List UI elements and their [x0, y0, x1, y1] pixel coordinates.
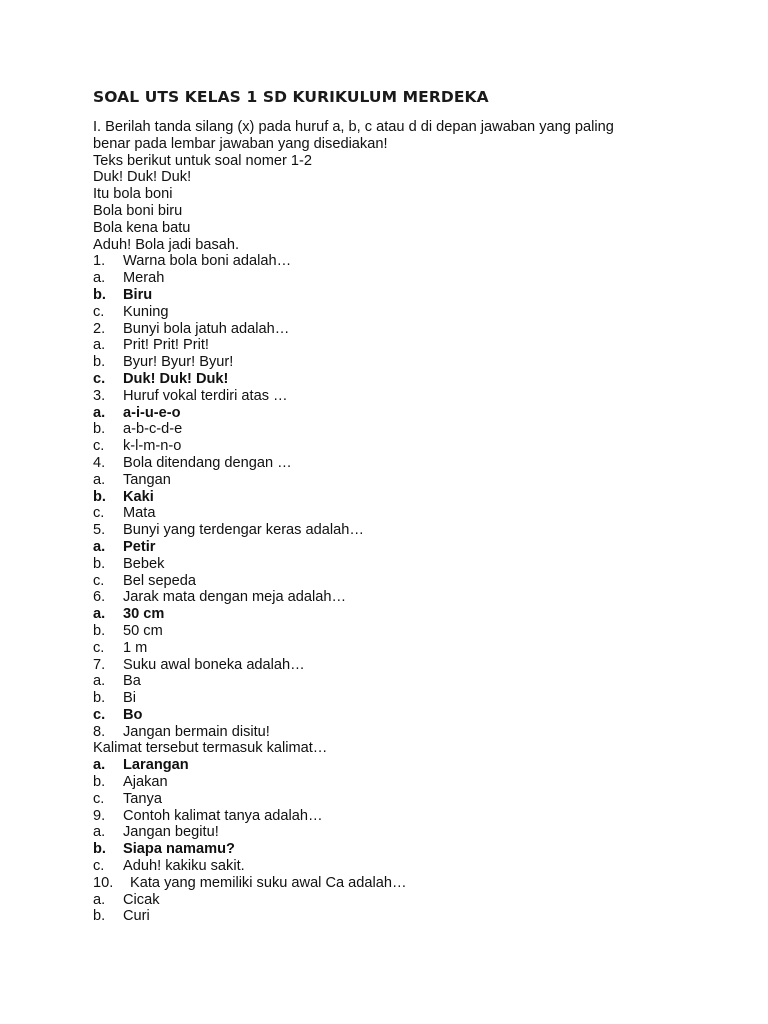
exam-content [93, 119, 713, 925]
option-label: c. [93, 706, 106, 723]
option-text: 50 cm [123, 622, 163, 639]
question-2 [93, 321, 713, 338]
answer-option-correct [93, 707, 713, 724]
answer-option [93, 270, 713, 287]
answer-option [93, 438, 713, 455]
question-number: 3. [93, 387, 106, 404]
option-text: 1 m [123, 639, 148, 656]
question-number: 8. [93, 723, 106, 740]
option-label: b. [93, 488, 106, 505]
option-label: c. [93, 639, 105, 656]
answer-option [93, 623, 713, 640]
option-label: a. [93, 891, 106, 908]
option-text: Larangan [123, 757, 189, 774]
option-label: b. [93, 774, 106, 791]
option-label: a. [93, 673, 106, 690]
option-label: b. [93, 622, 106, 639]
answer-option-correct [93, 606, 713, 623]
passage-line: Itu bola boni [93, 186, 173, 203]
question-6 [93, 589, 713, 606]
option-label: a. [93, 538, 106, 555]
option-text: Merah [123, 270, 165, 287]
question-number: 4. [93, 454, 106, 471]
option-label: b. [93, 841, 106, 858]
option-label: a. [93, 270, 106, 287]
option-label: a. [93, 757, 106, 774]
option-text: Bel sepeda [123, 572, 197, 589]
question-extra-text: Kalimat tersebut termasuk kalimat… [93, 740, 328, 757]
passage-line: Duk! Duk! Duk! [93, 169, 192, 186]
passage-line: Bola kena batu [93, 219, 191, 236]
answer-option [93, 421, 713, 438]
answer-option [93, 472, 713, 489]
answer-option-correct [93, 405, 713, 422]
option-text: Duk! Duk! Duk! [123, 370, 229, 387]
option-text: Mata [123, 505, 156, 522]
option-text: a-b-c-d-e [123, 421, 183, 438]
option-text: Siapa namamu? [123, 841, 235, 858]
option-label: c. [93, 858, 105, 875]
question-text: Jangan bermain disitu! [123, 723, 270, 740]
option-label: c. [93, 790, 105, 807]
question-list [93, 253, 713, 925]
question-9 [93, 808, 713, 825]
question-number: 7. [93, 656, 106, 673]
option-text: k-l-m-n-o [123, 438, 182, 455]
question-5 [93, 522, 713, 539]
option-label: a. [93, 606, 106, 623]
answer-option [93, 354, 713, 371]
question-number: 1. [93, 253, 106, 270]
answer-option [93, 673, 713, 690]
option-label: b. [93, 286, 106, 303]
answer-option [93, 573, 713, 590]
question-number: 6. [93, 589, 106, 606]
option-text: Kuning [123, 303, 169, 320]
option-text: Byur! Byur! Byur! [123, 354, 234, 371]
option-text: Tangan [123, 471, 171, 488]
answer-option [93, 791, 713, 808]
question-text: Kata yang memiliki suku awal Ca adalah… [130, 874, 407, 891]
question-text: Warna bola boni adalah… [123, 253, 292, 270]
answer-option [93, 556, 713, 573]
option-text: Bo [123, 706, 143, 723]
passage-line: Aduh! Bola jadi basah. [93, 236, 240, 253]
answer-option-correct [93, 841, 713, 858]
option-text: Biru [123, 286, 153, 303]
question-1 [93, 253, 713, 270]
option-text: Prit! Prit! Prit! [123, 337, 209, 354]
question-4 [93, 455, 713, 472]
question-text: Bunyi yang terdengar keras adalah… [123, 522, 364, 539]
option-text: Aduh! kakiku sakit. [123, 858, 245, 875]
option-label: a. [93, 404, 106, 421]
answer-option [93, 908, 713, 925]
answer-option [93, 640, 713, 657]
question-number: 5. [93, 522, 106, 539]
question-text: Suku awal boneka adalah… [123, 656, 305, 673]
question-10 [93, 875, 713, 892]
answer-option-correct [93, 757, 713, 774]
option-text: Ba [123, 673, 141, 690]
option-label: b. [93, 908, 106, 925]
answer-option-correct [93, 287, 713, 304]
page-title: SOAL UTS KELAS 1 SD KURIKULUM MERDEKA [93, 88, 489, 106]
question-text: Bunyi bola jatuh adalah… [123, 320, 290, 337]
question-7 [93, 657, 713, 674]
answer-option [93, 337, 713, 354]
answer-option [93, 505, 713, 522]
option-label: b. [93, 354, 106, 371]
question-number: 2. [93, 320, 106, 337]
answer-option [93, 892, 713, 909]
option-label: a. [93, 471, 106, 488]
option-text: Ajakan [123, 774, 168, 791]
option-text: Petir [123, 538, 156, 555]
answer-option [93, 690, 713, 707]
option-label: c. [93, 370, 106, 387]
option-text: Kaki [123, 488, 154, 505]
option-label: b. [93, 690, 106, 707]
question-number: 9. [93, 807, 106, 824]
answer-option [93, 858, 713, 875]
option-label: c. [93, 303, 105, 320]
question-number: 10. [93, 874, 114, 891]
option-label: a. [93, 824, 106, 841]
question-text: Bola ditendang dengan … [123, 454, 292, 471]
question-8 [93, 724, 713, 741]
answer-option-correct [93, 371, 713, 388]
passage-line: Bola boni biru [93, 202, 183, 219]
option-label: b. [93, 421, 106, 438]
instruction-line: I. Berilah tanda silang (x) pada huruf a, b, c atau d di depan jawaban yang paling [93, 119, 614, 135]
option-text: a-i-u-e-o [123, 404, 181, 421]
option-text: Bebek [123, 555, 165, 572]
instruction-line: benar pada lembar jawaban yang disediakan! [93, 135, 388, 152]
question-3 [93, 388, 713, 405]
option-text: Bi [123, 690, 136, 707]
question-text: Contoh kalimat tanya adalah… [123, 807, 323, 824]
option-text: Cicak [123, 891, 160, 908]
answer-option-correct [93, 539, 713, 556]
answer-option [93, 824, 713, 841]
option-text: 30 cm [123, 606, 165, 623]
answer-option-correct [93, 489, 713, 506]
option-label: c. [93, 572, 105, 589]
option-text: Jangan begitu! [123, 824, 219, 841]
question-text: Huruf vokal terdiri atas … [123, 387, 288, 404]
option-label: c. [93, 438, 105, 455]
passage-line: Teks berikut untuk soal nomer 1-2 [93, 152, 313, 169]
question-text: Jarak mata dengan meja adalah… [123, 589, 347, 606]
option-text: Tanya [123, 790, 162, 807]
answer-option [93, 304, 713, 321]
answer-option [93, 774, 713, 791]
option-label: c. [93, 505, 105, 522]
option-label: a. [93, 337, 106, 354]
option-label: b. [93, 555, 106, 572]
reading-passage [93, 153, 713, 254]
option-text: Curi [123, 908, 150, 925]
